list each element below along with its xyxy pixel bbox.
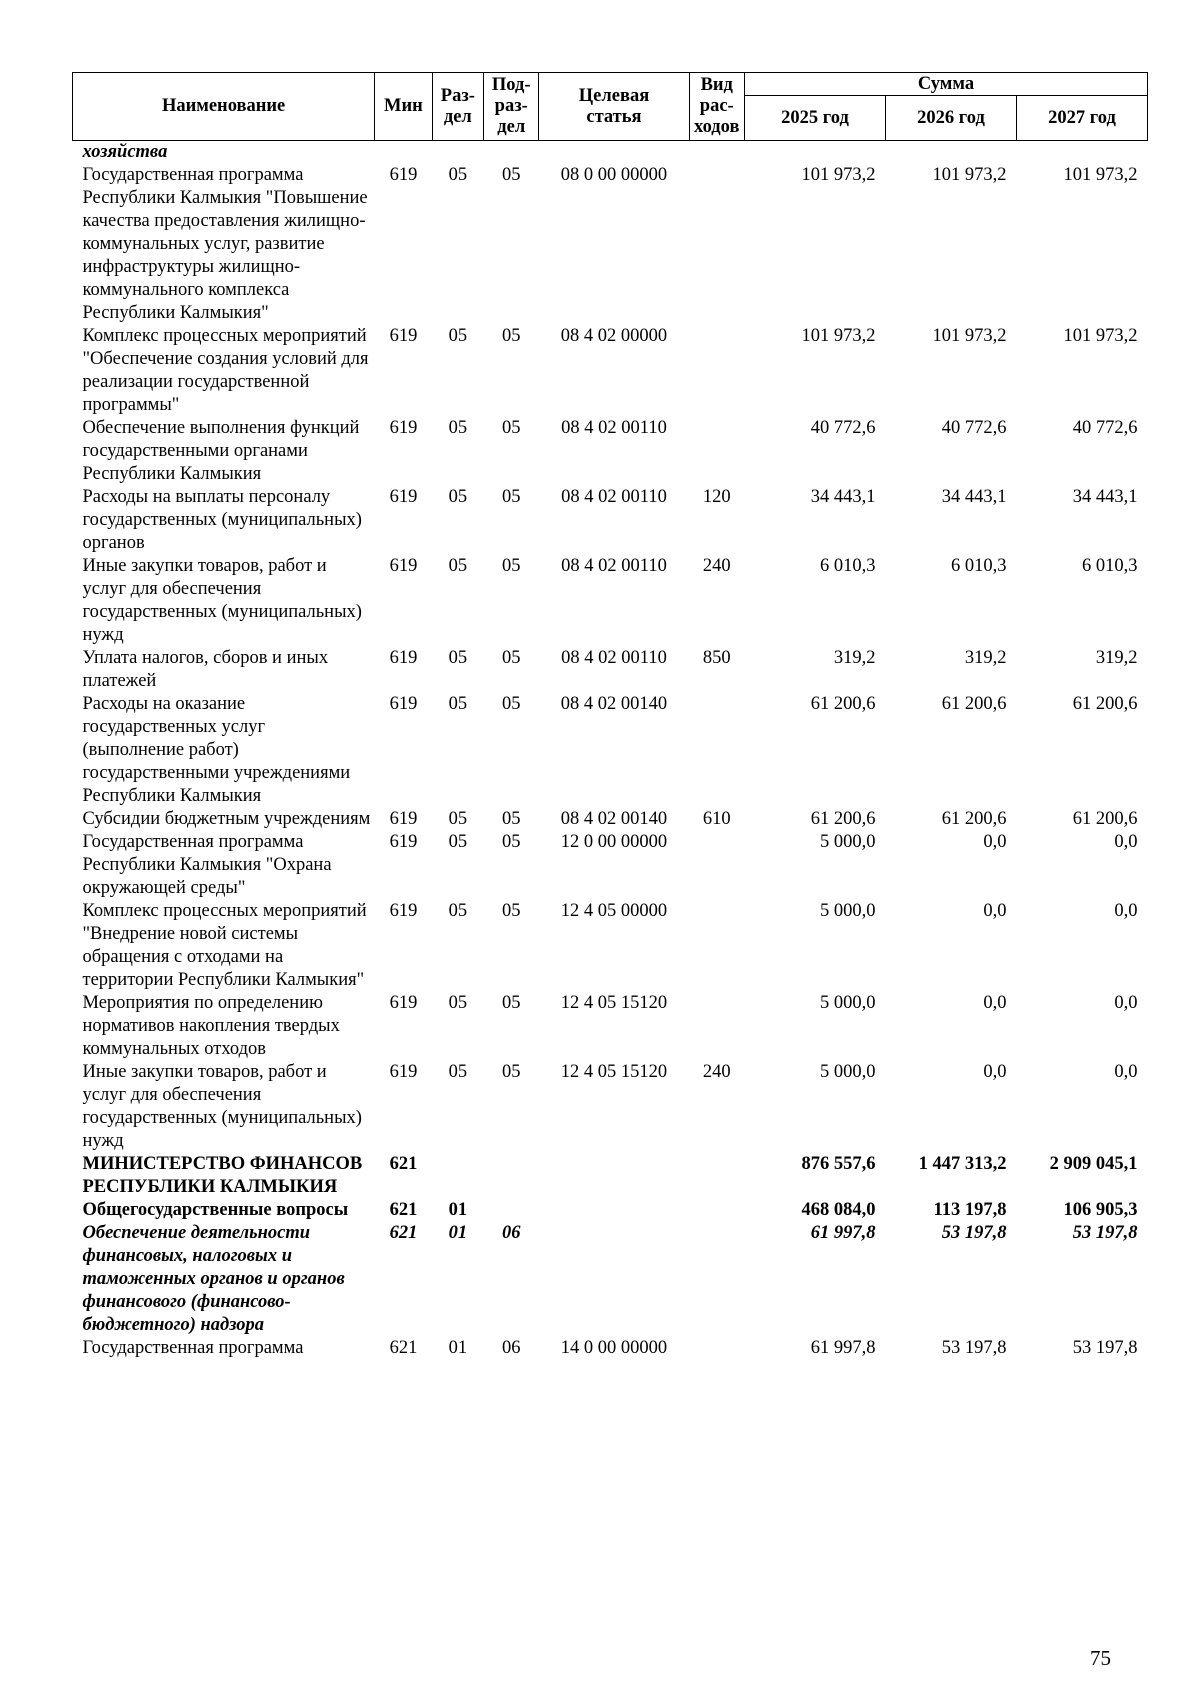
row-2027: 2 909 045,1 xyxy=(1049,1154,1138,1174)
row-razdel: 05 xyxy=(448,809,468,829)
row-2027: 6 010,3 xyxy=(1082,556,1138,576)
row-min: 619 xyxy=(389,418,418,438)
row-2025: 61 997,8 xyxy=(810,1223,876,1243)
budget-table xyxy=(72,72,1148,1360)
header-name: Наименование xyxy=(73,73,375,141)
row-name: Комплекс процессных мероприятий "Обеспечение создания условий для реализации государственной программы" xyxy=(82,326,369,415)
table-row xyxy=(73,417,1148,486)
row-2025: 34 443,1 xyxy=(810,487,876,507)
header-sum: Сумма xyxy=(744,73,1147,96)
row-2025: 319,2 xyxy=(833,648,876,668)
row-podrazdel: 05 xyxy=(501,694,521,714)
row-min: 619 xyxy=(389,1062,418,1082)
row-name: Субсидии бюджетным учреждениям xyxy=(82,809,371,829)
row-podrazdel xyxy=(484,1199,539,1222)
table-row xyxy=(73,808,1148,831)
table-row xyxy=(73,1061,1148,1153)
row-vid xyxy=(689,1222,744,1337)
row-min xyxy=(375,141,432,165)
row-razdel: 05 xyxy=(448,556,468,576)
row-2027: 53 197,8 xyxy=(1072,1338,1138,1358)
row-2025: 876 557,6 xyxy=(801,1154,876,1174)
row-name: Расходы на выплаты персоналу государственных (муниципальных) органов xyxy=(82,487,362,553)
header-2025: 2025 год xyxy=(744,96,885,141)
row-name: Государственная программа Республики Калмыкия "Повышение качества предоставления жилищно-коммунальных услуг, развитие инфраструктуры жилищно-коммунального комплекса Республики Калмыкия" xyxy=(82,165,368,323)
row-2026: 101 973,2 xyxy=(932,165,1007,185)
row-2027 xyxy=(1016,141,1147,165)
row-name: Иные закупки товаров, работ и услуг для обеспечения государственных (муниципальных) нужд xyxy=(82,556,362,645)
row-podrazdel: 05 xyxy=(501,487,521,507)
row-razdel: 01 xyxy=(448,1223,468,1243)
row-name: Общегосударственные вопросы xyxy=(82,1200,349,1220)
row-razdel xyxy=(432,1153,483,1199)
row-podrazdel xyxy=(484,1153,539,1199)
row-target xyxy=(539,1222,689,1337)
row-2026 xyxy=(886,141,1017,165)
row-vid xyxy=(689,164,744,325)
row-razdel: 01 xyxy=(448,1338,468,1358)
row-target: 08 0 00 00000 xyxy=(560,165,668,185)
row-vid: 240 xyxy=(702,556,731,576)
row-target xyxy=(539,1199,689,1222)
row-min: 619 xyxy=(389,165,418,185)
row-2026: 0,0 xyxy=(983,993,1007,1013)
row-target: 12 4 05 15120 xyxy=(560,1062,668,1082)
table-row xyxy=(73,900,1148,992)
row-name: Уплата налогов, сборов и иных платежей xyxy=(82,648,329,691)
row-2025: 6 010,3 xyxy=(820,556,876,576)
row-podrazdel: 06 xyxy=(501,1338,521,1358)
row-2026: 34 443,1 xyxy=(941,487,1007,507)
row-min: 619 xyxy=(389,487,418,507)
row-2025: 5 000,0 xyxy=(820,1062,876,1082)
row-razdel xyxy=(432,141,483,165)
row-razdel: 05 xyxy=(448,1062,468,1082)
row-vid xyxy=(689,831,744,900)
row-2026: 0,0 xyxy=(983,1062,1007,1082)
row-target: 08 4 02 00000 xyxy=(560,326,668,346)
table-row xyxy=(73,486,1148,555)
row-razdel: 05 xyxy=(448,993,468,1013)
row-min: 621 xyxy=(389,1154,418,1174)
row-min: 619 xyxy=(389,809,418,829)
table-row xyxy=(73,141,1148,165)
row-2026: 113 197,8 xyxy=(933,1200,1007,1220)
row-min: 621 xyxy=(389,1200,418,1220)
row-name: хозяйства xyxy=(82,142,168,162)
table-row xyxy=(73,1199,1148,1222)
row-target: 08 4 02 00140 xyxy=(560,694,668,714)
row-name: Комплекс процессных мероприятий "Внедрение новой системы обращения с отходами на территории Республики Калмыкия" xyxy=(82,901,367,990)
header-2027: 2027 год xyxy=(1016,96,1147,141)
row-target: 08 4 02 00110 xyxy=(561,487,667,507)
row-2027: 34 443,1 xyxy=(1072,487,1138,507)
row-2026: 6 010,3 xyxy=(950,556,1007,576)
table-row xyxy=(73,992,1148,1061)
row-2025: 40 772,6 xyxy=(810,418,876,438)
row-target xyxy=(539,1153,689,1199)
row-vid xyxy=(689,325,744,417)
row-min: 621 xyxy=(389,1223,418,1243)
row-razdel: 01 xyxy=(448,1200,468,1220)
row-vid: 240 xyxy=(702,1062,731,1082)
page-number: 75 xyxy=(1090,1646,1111,1670)
header-vid: Вид рас- ходов xyxy=(689,73,744,141)
row-vid: 850 xyxy=(702,648,731,668)
row-2027: 0,0 xyxy=(1114,1062,1138,1082)
row-name: Государственная программа xyxy=(82,1338,304,1358)
row-2027: 319,2 xyxy=(1095,648,1138,668)
row-2027: 106 905,3 xyxy=(1063,1200,1138,1220)
row-2025: 5 000,0 xyxy=(820,901,876,921)
row-2027: 0,0 xyxy=(1114,993,1138,1013)
table-row xyxy=(73,1153,1148,1199)
table-row xyxy=(73,831,1148,900)
row-min: 619 xyxy=(389,901,418,921)
table-body xyxy=(73,141,1148,1361)
row-podrazdel: 05 xyxy=(501,418,521,438)
row-min: 619 xyxy=(389,326,418,346)
table-row xyxy=(73,693,1148,808)
row-podrazdel: 06 xyxy=(501,1223,521,1243)
row-name: Государственная программа Республики Калмыкия "Охрана окружающей среды" xyxy=(82,832,332,898)
row-razdel: 05 xyxy=(448,648,468,668)
row-2025: 5 000,0 xyxy=(820,832,876,852)
row-vid xyxy=(689,141,744,165)
table-row xyxy=(73,647,1148,693)
row-vid xyxy=(689,1153,744,1199)
row-target: 08 4 02 00110 xyxy=(561,648,667,668)
row-2026: 61 200,6 xyxy=(941,694,1007,714)
row-2025: 5 000,0 xyxy=(820,993,876,1013)
row-2027: 61 200,6 xyxy=(1072,694,1138,714)
row-min: 619 xyxy=(389,648,418,668)
row-2025 xyxy=(744,141,885,165)
header-min: Мин xyxy=(375,73,432,141)
row-razdel: 05 xyxy=(448,832,468,852)
table-row xyxy=(73,555,1148,647)
row-min: 619 xyxy=(389,556,418,576)
row-min: 619 xyxy=(389,694,418,714)
row-razdel: 05 xyxy=(448,326,468,346)
row-name: Мероприятия по определению нормативов накопления твердых коммунальных отходов xyxy=(82,993,340,1059)
row-vid xyxy=(689,900,744,992)
row-2027: 101 973,2 xyxy=(1063,326,1138,346)
row-razdel: 05 xyxy=(448,487,468,507)
row-2027: 0,0 xyxy=(1114,901,1138,921)
row-2025: 61 997,8 xyxy=(810,1338,876,1358)
row-name: Обеспечение деятельности финансовых, налоговых и таможенных органов и органов финансового (финансово-бюджетного) надзора xyxy=(82,1223,345,1335)
row-min: 619 xyxy=(389,832,418,852)
row-2026: 1 447 313,2 xyxy=(918,1154,1007,1174)
row-2025: 61 200,6 xyxy=(810,694,876,714)
row-2027: 53 197,8 xyxy=(1072,1223,1138,1243)
row-2026: 53 197,8 xyxy=(941,1223,1007,1243)
row-name: МИНИСТЕРСТВО ФИНАНСОВ РЕСПУБЛИКИ КАЛМЫКИЯ xyxy=(82,1154,363,1197)
row-vid xyxy=(689,1199,744,1222)
header-2026: 2026 год xyxy=(886,96,1017,141)
row-vid xyxy=(689,1337,744,1360)
row-vid xyxy=(689,992,744,1061)
row-target: 12 0 00 00000 xyxy=(560,832,668,852)
row-target: 12 4 05 15120 xyxy=(560,993,668,1013)
row-min: 619 xyxy=(389,993,418,1013)
row-2026: 40 772,6 xyxy=(941,418,1007,438)
row-razdel: 05 xyxy=(448,165,468,185)
row-2025: 468 084,0 xyxy=(801,1200,876,1220)
table-row xyxy=(73,1337,1148,1360)
row-2025: 61 200,6 xyxy=(810,809,876,829)
row-2026: 61 200,6 xyxy=(941,809,1007,829)
row-razdel: 05 xyxy=(448,418,468,438)
row-name: Иные закупки товаров, работ и услуг для обеспечения государственных (муниципальных) нужд xyxy=(82,1062,362,1151)
row-podrazdel: 05 xyxy=(501,993,521,1013)
header-target: Целевая статья xyxy=(539,73,689,141)
row-target: 08 4 02 00110 xyxy=(561,556,667,576)
row-target xyxy=(539,141,689,165)
row-2027: 101 973,2 xyxy=(1063,165,1138,185)
row-podrazdel: 05 xyxy=(501,1062,521,1082)
table-row xyxy=(73,325,1148,417)
row-name: Обеспечение выполнения функций государственными органами Республики Калмыкия xyxy=(82,418,360,484)
table-row xyxy=(73,164,1148,325)
row-podrazdel: 05 xyxy=(501,648,521,668)
row-podrazdel xyxy=(484,141,539,165)
row-2027: 0,0 xyxy=(1114,832,1138,852)
header-podrazdel: Под- раз- дел xyxy=(484,73,539,141)
row-podrazdel: 05 xyxy=(501,832,521,852)
row-podrazdel: 05 xyxy=(501,809,521,829)
row-2027: 61 200,6 xyxy=(1072,809,1138,829)
row-2026: 0,0 xyxy=(983,901,1007,921)
row-razdel: 05 xyxy=(448,901,468,921)
row-2025: 101 973,2 xyxy=(801,326,876,346)
row-2027: 40 772,6 xyxy=(1072,418,1138,438)
row-2026: 0,0 xyxy=(983,832,1007,852)
row-target: 12 4 05 00000 xyxy=(560,901,668,921)
table-header xyxy=(73,73,1148,141)
row-podrazdel: 05 xyxy=(501,326,521,346)
row-target: 08 4 02 00110 xyxy=(561,418,667,438)
row-vid xyxy=(689,417,744,486)
row-2026: 101 973,2 xyxy=(932,326,1007,346)
row-razdel: 05 xyxy=(448,694,468,714)
row-2025: 101 973,2 xyxy=(801,165,876,185)
row-min: 621 xyxy=(389,1338,418,1358)
row-vid: 120 xyxy=(702,487,731,507)
row-vid: 610 xyxy=(702,809,731,829)
row-vid xyxy=(689,693,744,808)
row-podrazdel: 05 xyxy=(501,165,521,185)
row-podrazdel: 05 xyxy=(501,556,521,576)
row-name: Расходы на оказание государственных услуг (выполнение работ) государственными учреждениями Республики Калмыкия xyxy=(82,694,351,806)
row-target: 08 4 02 00140 xyxy=(560,809,668,829)
table-row xyxy=(73,1222,1148,1337)
row-target: 14 0 00 00000 xyxy=(560,1338,668,1358)
row-2026: 53 197,8 xyxy=(941,1338,1007,1358)
header-razdel: Раз- дел xyxy=(432,73,483,141)
row-podrazdel: 05 xyxy=(501,901,521,921)
row-2026: 319,2 xyxy=(964,648,1007,668)
